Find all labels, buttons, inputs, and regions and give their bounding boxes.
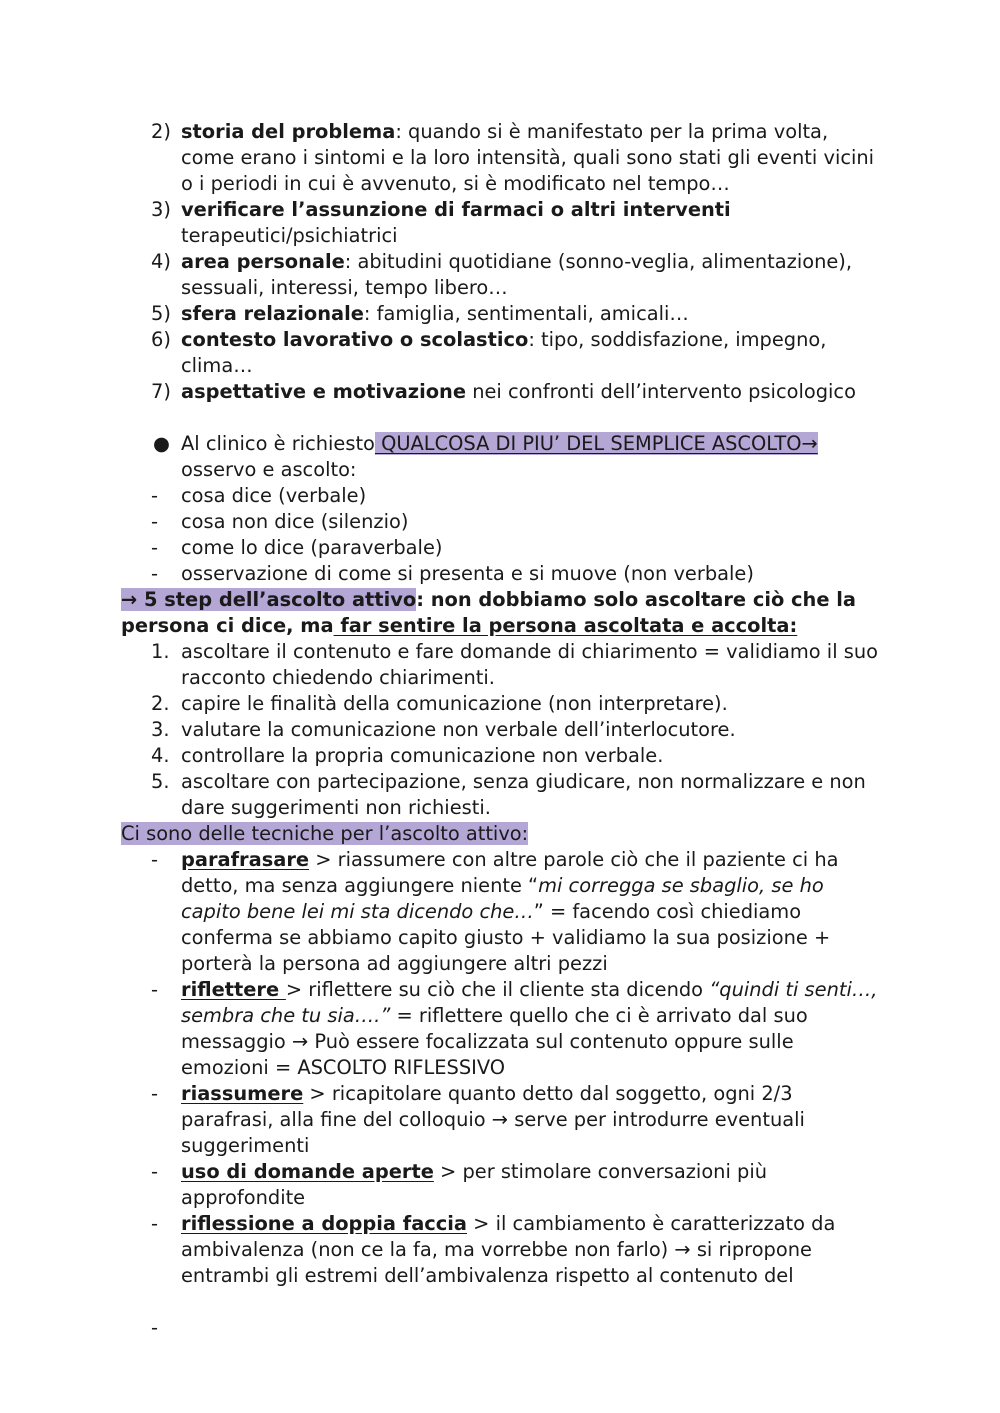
technique-quote: mi corregga se sbaglio, se ho capito bene lei mi sta dicendo che… <box>181 874 824 923</box>
list-item <box>121 977 881 1081</box>
list-item <box>121 483 881 509</box>
list-number: 5) <box>151 302 171 325</box>
dash-marker: - <box>151 562 158 585</box>
dash-marker: - <box>151 510 158 533</box>
item-text: come lo dice (paraverbale) <box>181 536 443 559</box>
technique-term: riflettere <box>181 978 286 1001</box>
list-number: 2) <box>151 120 171 143</box>
list-item <box>121 535 881 561</box>
item-term: verificare l’assunzione di farmaci o altri interventi <box>181 198 731 221</box>
item-text: : tipo, soddisfazione, impegno, clima… <box>181 328 827 377</box>
list-item <box>121 509 881 535</box>
item-text: ascoltare il contenuto e fare domande di chiarimento = validiamo il suo racconto chiedendo chiarimenti. <box>181 640 879 689</box>
technique-text: > riflettere su ciò che il cliente sta dicendo <box>285 978 710 1001</box>
item-text: cosa dice (verbale) <box>181 484 367 507</box>
dash-marker: - <box>151 1082 158 1105</box>
list-item <box>121 691 881 717</box>
item-text: cosa non dice (silenzio) <box>181 510 409 533</box>
list-item <box>121 301 881 327</box>
technique-term: parafrasare <box>181 848 310 871</box>
dash-marker: - <box>151 1316 158 1339</box>
list-number: 2. <box>151 692 170 715</box>
item-text: controllare la propria comunicazione non verbale. <box>181 744 664 767</box>
list-item <box>121 717 881 743</box>
item-text: : quando si è manifestato per la prima volta, come erano i sintomi e la loro intensità, quali sono stati gli eventi vicini o i periodi in cui è avvenuto, si è modificato nel tempo… <box>181 120 875 195</box>
dash-marker: - <box>151 536 158 559</box>
bullet-text: Al clinico è richiesto <box>181 432 375 455</box>
highlighted-text: QUALCOSA DI PIU’ DEL SEMPLICE ASCOLTO→ <box>374 432 818 455</box>
spacer <box>121 405 881 431</box>
list-number: 3) <box>151 198 171 221</box>
list-item <box>121 769 881 821</box>
item-text: ascoltare con partecipazione, senza giudicare, non normalizzare e non dare suggerimenti non richiesti. <box>181 770 866 819</box>
list-item <box>121 639 881 691</box>
item-term: aspettative e motivazione <box>181 380 467 403</box>
technique-term: uso di domande aperte <box>181 1160 434 1183</box>
dash-marker: - <box>151 484 158 507</box>
techniques-list <box>121 847 881 1289</box>
technique-text: > ricapitolare quanto detto dal soggetto, ogni 2/3 parafrasi, alla fine del colloquio → serve per introdurre eventuali suggerimenti <box>181 1082 805 1157</box>
list-item <box>121 197 881 249</box>
list-item <box>121 1211 881 1289</box>
list-item <box>121 743 881 769</box>
technique-text-end: = riflettere quello che ci è arrivato dal suo messaggio → Può essere focalizzata sul contenuto oppure sulle emozioni = ASCOLTO RIFLESSIVO <box>181 1004 808 1079</box>
technique-text-end: ” = facendo così chiediamo conferma se abbiamo capito giusto + validiamo la sua posizione + porterà la persona ad aggiungere altri pezzi <box>181 900 831 975</box>
technique-quote: “quindi ti senti…, sembra che tu sia….” <box>181 978 878 1027</box>
paragraph-bold-text: : non dobbiamo solo ascoltare ciò che la persona ci dice, ma <box>121 588 856 637</box>
list-item <box>121 1081 881 1159</box>
dash-marker: - <box>151 1212 158 1235</box>
item-term: contesto lavorativo o scolastico <box>181 328 529 351</box>
technique-term: riassumere <box>181 1082 304 1105</box>
list-item <box>121 327 881 379</box>
numbered-list-b <box>121 639 881 821</box>
list-item <box>121 847 881 977</box>
item-text: valutare la comunicazione non verbale dell’interlocutore. <box>181 718 736 741</box>
list-item <box>121 1159 881 1211</box>
item-term: storia del problema <box>181 120 396 143</box>
item-text: : famiglia, sentimentali, amicali… <box>363 302 689 325</box>
item-text: osservazione di come si presenta e si muove (non verbale) <box>181 562 754 585</box>
dash-marker: - <box>151 978 158 1001</box>
bullet-text-after: osservo e ascolto: <box>181 458 357 481</box>
list-number: 1. <box>151 640 170 663</box>
item-term: area personale <box>181 250 345 273</box>
item-text: : abitudini quotidiane (sonno-veglia, alimentazione), sessuali, interessi, tempo libero… <box>181 250 853 299</box>
list-number: 7) <box>151 380 171 403</box>
technique-term: riflessione a doppia faccia <box>181 1212 468 1235</box>
item-text: capire le finalità della comunicazione (non interpretare). <box>181 692 728 715</box>
bullet-marker: ● <box>153 432 170 455</box>
spacer <box>121 1289 881 1315</box>
dash-marker: - <box>151 848 158 871</box>
item-text: terapeutici/psichiatrici <box>181 224 398 247</box>
item-term: sfera relazionale <box>181 302 364 325</box>
item-text: nei confronti dell’intervento psicologico <box>466 380 856 403</box>
list-number: 5. <box>151 770 170 793</box>
list-number: 3. <box>151 718 170 741</box>
five-steps-paragraph <box>121 587 881 639</box>
list-item <box>121 379 881 405</box>
numbered-list-a <box>121 119 881 405</box>
technique-text: > per stimolare conversazioni più approfondite <box>181 1160 768 1209</box>
paragraph-underlined-text: far sentire la persona ascoltata e accolta: <box>333 614 798 637</box>
list-item <box>121 119 881 197</box>
technique-text: > riassumere con altre parole ciò che il paziente ci ha detto, ma senza aggiungere niente “ <box>181 848 839 897</box>
technique-text: > il cambiamento è caratterizzato da ambivalenza (non ce la fa, ma vorrebbe non farlo) → si ripropone entrambi gli estremi dell’ambivalenza rispetto al contenuto del <box>181 1212 836 1287</box>
bullet-item <box>121 431 881 483</box>
document-page <box>121 119 881 1339</box>
techniques-heading <box>121 821 881 847</box>
highlighted-heading: → 5 step dell’ascolto attivo <box>121 588 417 611</box>
list-number: 4) <box>151 250 171 273</box>
highlighted-heading: Ci sono delle tecniche per l’ascolto attivo: <box>121 822 529 845</box>
list-item <box>121 561 881 587</box>
dash-list-a <box>121 483 881 587</box>
list-number: 6) <box>151 328 171 351</box>
list-item <box>121 249 881 301</box>
list-number: 4. <box>151 744 170 767</box>
dash-marker: - <box>151 1160 158 1183</box>
